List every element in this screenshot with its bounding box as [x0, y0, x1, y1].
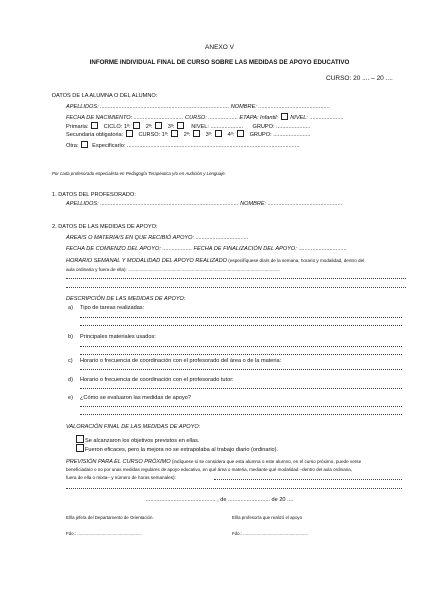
ciclo-2-label: 2º: [145, 124, 153, 130]
student-birth-row [66, 113, 344, 122]
blank-line[interactable] [80, 346, 402, 347]
item-e-letter: e) [68, 395, 73, 401]
secundaria-checkbox[interactable] [126, 130, 133, 137]
horario-label: HORARIO SEMANAL Y MODALIDAD DEL APOYO REALIZADO [66, 258, 228, 264]
curso-field: CURSO: 20 .... – 20 .... [326, 75, 393, 82]
left-role: El/la jefe/a del Departamento de Orientación. [66, 515, 154, 520]
secundaria-grupo: GRUPO: ........................ [249, 132, 311, 138]
item-a-text: Tipo de tareas realizadas: [80, 305, 145, 311]
curso-1-checkbox[interactable] [171, 130, 178, 137]
blank-line[interactable] [80, 325, 402, 326]
otra-row [66, 141, 299, 150]
place-date: ............................................. , de ........................... de 20 .... [145, 497, 294, 503]
document-title: INFORME INDIVIDUAL FINAL DE CURSO SOBRE LAS MEDIDAS DE APOYO EDUCATIVO [89, 59, 350, 66]
right-role: El/la profesor/a que realizó el apoyo [232, 515, 303, 520]
item-e-text: ¿Cómo se evaluaron las medidas de apoyo? [80, 395, 192, 401]
secundaria-curso-label: CURSO: 1º: [138, 132, 169, 138]
item-c-text: Horario o frecuencia de coordinación con el profesorado del área o de la materia: [80, 358, 282, 364]
primaria-checkbox[interactable] [91, 122, 98, 129]
horario-dots: ....................................................................................................................... [126, 267, 280, 272]
left-signature[interactable]: Fdo.: ..................................................... [66, 531, 142, 536]
curso-2-checkbox[interactable] [193, 130, 200, 137]
ciclo-3-checkbox[interactable] [177, 122, 184, 129]
infantil-nivel: NIVEL: ...................... [290, 115, 344, 121]
valoracion-option-1-text: Se alcanzaron los objetivos previstos en ellas. [85, 438, 200, 444]
horario-hint-2: aula ordinaria y fuera de ella): [66, 267, 127, 272]
right-signature[interactable]: Fdo.: ..................................................... [232, 531, 308, 536]
fecha-dots: ............................... [296, 246, 347, 252]
item-b-text: Principales materiales usados: [80, 334, 156, 340]
otra-label: Otra: [66, 143, 79, 149]
descripcion-heading: DESCRIPCIÓN DE LAS MEDIDAS DE APOYO: [66, 296, 186, 302]
blank-line[interactable] [80, 406, 402, 407]
annex-label: ANEXO V [205, 44, 234, 51]
curso-4-checkbox[interactable] [237, 130, 244, 137]
areas-row: ÁREA/S O MATERIA/S EN QUE RECIBIÓ APOYO: .................................. [66, 235, 249, 241]
eficaces-checkbox[interactable] [76, 444, 84, 452]
section1-heading: 1. DATOS DEL PROFESORADO: [52, 192, 136, 198]
secundaria-label: Secundaria obligatoria: [66, 132, 124, 138]
student-name-row: APELLIDOS: ................................................................................... NOMBRE: .............................................. [66, 104, 330, 110]
prevision-hint-2: beneficiada/o o no por unas medidas regulares de apoyo educativo, en qué área o materia, mediante qué modalidad –dentro del aula ordinaria, [66, 467, 352, 472]
objetivos-checkbox[interactable] [76, 435, 84, 443]
section2-heading: 2. DATOS DE LAS MEDIDAS DE APOYO: [52, 224, 158, 230]
item-d-text: Horario o frecuencia de coordinación con el profesorado tutor: [80, 377, 234, 383]
secundaria-row [66, 130, 311, 139]
ciclo-1-checkbox[interactable] [133, 122, 140, 129]
otra-checkbox[interactable] [81, 141, 88, 148]
curso-4-label: 4º: [227, 132, 235, 138]
prevision-hint: (indíquese si se considera que esta alumna o este alumno, en el curso próximo, puede verse [170, 459, 362, 464]
item-b-letter: b) [68, 334, 73, 340]
blank-line[interactable] [214, 479, 402, 480]
prevision-row [66, 458, 361, 466]
horario-row [66, 257, 364, 265]
especificarlo-field: Especificarlo: ............................................................................................................... [92, 143, 300, 149]
valoracion-heading: VALORACIÓN FINAL DE LAS MEDIDAS DE APOYO: [66, 424, 201, 430]
curso-2-label: 2º: [183, 132, 191, 138]
primaria-nivel: NIVEL: ..................... [191, 124, 244, 130]
primaria-label: Primaria: [66, 124, 89, 130]
blank-line[interactable] [80, 317, 402, 318]
blank-line[interactable] [80, 369, 402, 370]
fecha-text: FECHA DE COMIENZO DEL APOYO: ................... FECHA DE FINALIZACIÓN DEL APOYO: [66, 246, 297, 252]
ciclo-2-checkbox[interactable] [155, 122, 162, 129]
primaria-grupo: GRUPO: ...................... [252, 124, 311, 130]
blank-line[interactable] [66, 278, 406, 279]
ciclo-3-label: 3º: [167, 124, 175, 130]
student-birth-text: FECHA DE NACIMIENTO: ................................ CURSO: ................... ETAPA: Infantil: [66, 115, 279, 121]
horario-row-2 [66, 267, 280, 273]
teacher-name-row: APELLIDOS: ......................................................................................... NOMBRE: ................................................ [66, 201, 343, 207]
curso-3-label: 3º: [205, 132, 213, 138]
blank-line[interactable] [80, 388, 402, 389]
blank-line[interactable] [80, 354, 402, 355]
item-d-letter: d) [68, 377, 73, 383]
item-c-letter: c) [68, 358, 73, 364]
valoracion-option-2-text: Fueron eficaces, pero la mejora no se extrapolaba al trabajo diario (ordinario). [85, 447, 279, 453]
item-a-letter: a) [68, 305, 73, 311]
blank-line[interactable] [80, 414, 402, 415]
prevision-hint-3: fuera de ella o mixta– y número de horas semanales): [66, 475, 176, 480]
infantil-checkbox[interactable] [281, 113, 288, 120]
fecha-row [66, 246, 347, 253]
primaria-ciclo-label: CICLO: 1º: [103, 124, 131, 130]
blank-line[interactable] [66, 287, 406, 288]
curso-3-checkbox[interactable] [215, 130, 222, 137]
blank-line[interactable] [66, 488, 402, 489]
student-heading: DATOS DE LA ALUMNA O DEL ALUMNO: [52, 93, 158, 99]
valoracion-option-2 [76, 444, 278, 454]
prevision-label: PREVISIÓN PARA EL CURSO PRÓXIMO [66, 459, 171, 465]
horario-hint: (especifíquese día/s de la semana, horario y modalidad, dentro del [227, 258, 365, 263]
footnote: Por cada profesorado especialista en Pedagogía Terapéutica y/o en Audición y Lenguaje. [52, 171, 226, 176]
